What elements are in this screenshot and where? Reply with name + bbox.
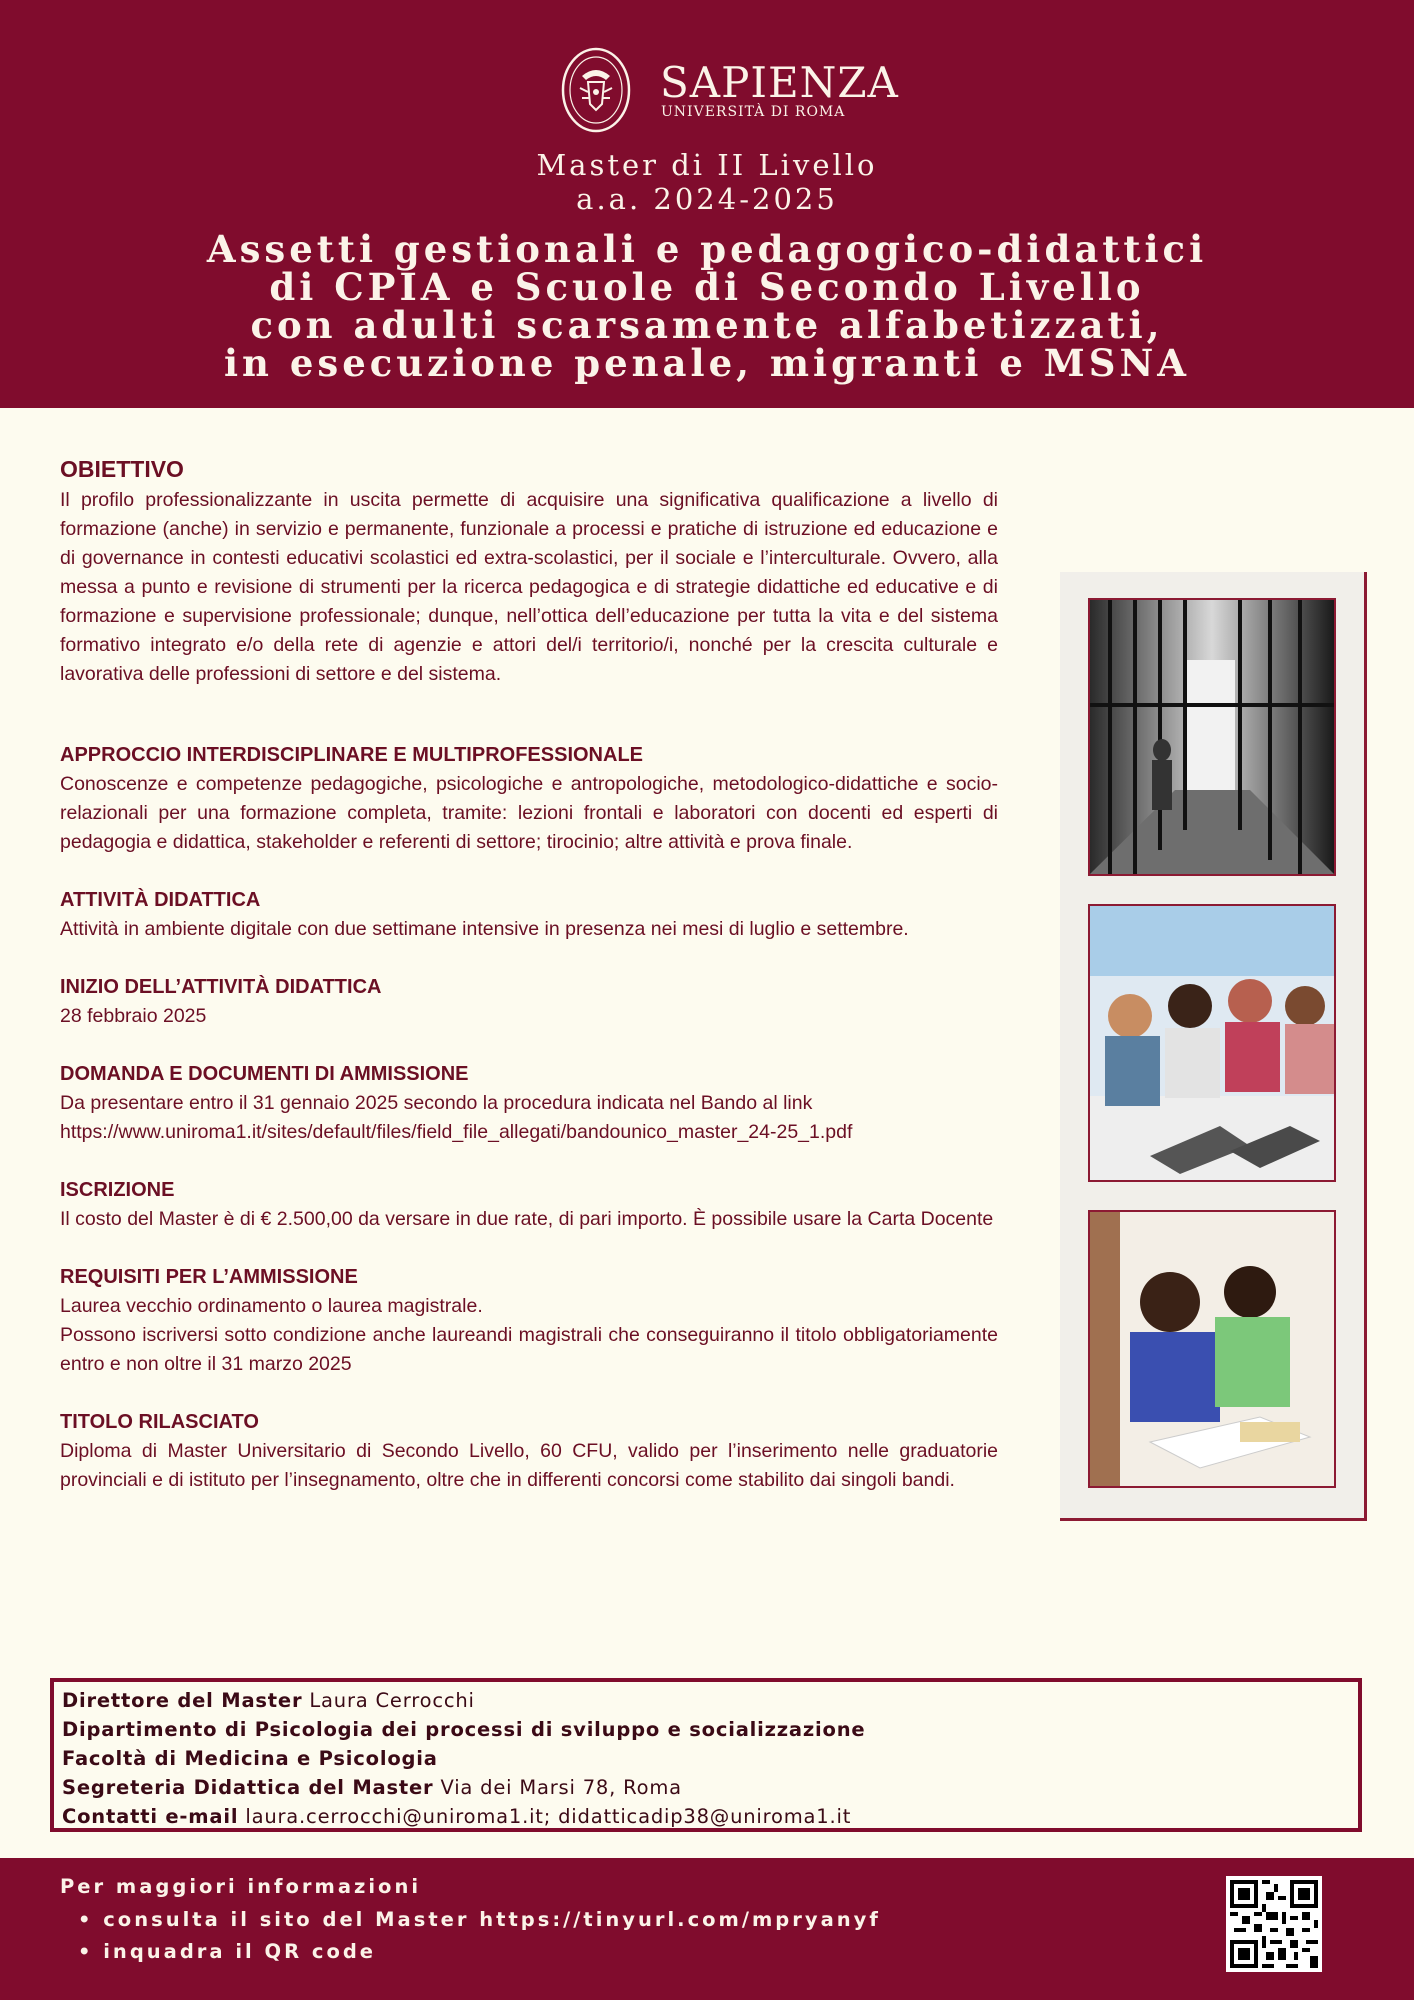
section-text: Laurea vecchio ordinamento o laurea magistrale. [60, 1295, 483, 1317]
section-titolo [60, 1408, 998, 1495]
director-label: Direttore del Master [62, 1689, 303, 1712]
section-text: Il profilo professionalizzante in uscita permette di acquisire una significativa qualificazione a livello di formazione (anche) in servizio e permanente, funzionale a processi e pratiche di istruzione ed educazione e di governance in contesti educativi scolastici ed extra-scolastici, per il sociale e l’interculturale. Ovvero, alla messa a punto e revisione di strumenti per la ricerca pedagogica e di strategie didattiche ed educative e di formazione e supervisione professionale; dunque, nell’ottica dell’educazione per tutta la vita e del sistema formativo integrato e/o della rete di agenzie e attori del/i territorio/i, nonché per la crescita culturale e lavorativa delle professioni di settore e del sistema. [60, 489, 998, 685]
section-text: 28 febbraio 2025 [60, 1005, 207, 1027]
section-obiettivo [60, 452, 998, 689]
section-text: Il costo del Master è di € 2.500,00 da versare in due rate, di pari importo. È possibile usare la Carta Docente [60, 1208, 994, 1230]
section-requisiti [60, 1263, 998, 1379]
secretary-address: Via dei Marsi 78, Roma [440, 1776, 682, 1799]
director-line [62, 1686, 1358, 1715]
students-studying-photo [1088, 1210, 1336, 1488]
director-name: Laura Cerrocchi [309, 1689, 475, 1712]
section-inizio [60, 973, 998, 1031]
header-banner [0, 0, 1414, 408]
photo-panel [1060, 572, 1367, 1521]
master-level [0, 148, 1414, 216]
department-name: Dipartimento di Psicologia dei processi di sviluppo e socializzazione [62, 1718, 866, 1741]
academic-year: a.a. 2024-2025 [576, 182, 838, 216]
title-line: di CPIA e Scuole di Secondo Livello [269, 265, 1145, 309]
students-laptops-photo [1088, 904, 1336, 1182]
master-title [0, 227, 1414, 385]
section-text: Possono iscriversi sotto condizione anche laureandi magistrali che conseguiranno il titolo obbligatoriamente entro e non oltre il 31 marzo 2025 [60, 1324, 998, 1375]
section-domanda [60, 1060, 998, 1147]
section-heading: DOMANDA E DOCUMENTI DI AMMISSIONE [60, 1063, 469, 1085]
section-heading: ATTIVITÀ DIDATTICA [60, 889, 261, 911]
bando-link[interactable]: https://www.uniroma1.it/sites/default/files/field_file_allegati/bandounico_master_24-25_1.pdf [60, 1121, 853, 1143]
section-text: Da presentare entro il 31 gennaio 2025 secondo la procedura indicata nel Bando al link [60, 1092, 813, 1114]
footer-website-item[interactable]: • consulta il sito del Master https://tinyurl.com/mpryanyf [78, 1908, 881, 1931]
footer-qr-item: • inquadra il QR code [78, 1940, 377, 1963]
master-level-label: Master di II Livello [536, 148, 878, 182]
main-content [60, 452, 998, 1495]
sapienza-seal-icon [560, 46, 632, 134]
section-heading: ISCRIZIONE [60, 1179, 175, 1201]
section-approccio [60, 741, 998, 857]
section-text: Diploma di Master Universitario di Secondo Livello, 60 CFU, valido per l’inserimento nelle graduatorie provinciali e di istituto per l’insegnamento, oltre che in differenti concorsi come stabilito dai singoli bandi. [60, 1440, 998, 1491]
footer-title: Per maggiori informazioni [60, 1875, 422, 1898]
section-text: Conoscenze e competenze pedagogiche, psicologiche e antropologiche, metodologico-didattiche e socio-relazionali per una formazione completa, tramite: lezioni frontali e laboratori con docenti ed esperti di pedagogia e didattica, stakeholder e referenti di settore; tirocinio; altre attività e prova finale. [60, 773, 998, 853]
title-line: in esecuzione penale, migranti e MSNA [224, 341, 1190, 385]
faculty-name: Facoltà di Medicina e Psicologia [62, 1747, 438, 1770]
section-text: Attività in ambiente digitale con due settimane intensive in presenza nei mesi di luglio e settembre. [60, 918, 909, 940]
section-attivita [60, 886, 998, 944]
qr-code-icon[interactable] [1226, 1876, 1322, 1972]
section-heading: TITOLO RILASCIATO [60, 1411, 259, 1433]
secretary-label: Segreteria Didattica del Master [62, 1776, 434, 1799]
email-label: Contatti e-mail [62, 1805, 239, 1828]
section-iscrizione [60, 1176, 998, 1234]
title-line: Assetti gestionali e pedagogico-didattici [206, 227, 1208, 271]
logo-wordmark: SAPIENZA [660, 58, 899, 107]
secretary-line [62, 1773, 1358, 1802]
section-heading: INIZIO DELL’ATTIVITÀ DIDATTICA [60, 976, 382, 998]
email-addresses[interactable]: laura.cerrocchi@uniroma1.it; didatticadip38@uniroma1.it [245, 1805, 852, 1828]
contact-info-box [50, 1678, 1362, 1832]
section-heading: REQUISITI PER L’AMMISSIONE [60, 1266, 358, 1288]
section-heading: APPROCCIO INTERDISCIPLINARE E MULTIPROFESSIONALE [60, 744, 643, 766]
email-line [62, 1802, 1358, 1831]
prison-corridor-photo [1088, 598, 1336, 876]
department-line [62, 1715, 1358, 1744]
title-line: con adulti scarsamente alfabetizzati, [250, 303, 1164, 347]
logo-subtitle: UNIVERSITÀ DI ROMA [661, 104, 846, 120]
faculty-line [62, 1744, 1358, 1773]
section-heading: OBIETTIVO [60, 456, 184, 482]
footer-banner [0, 1858, 1414, 2000]
sapienza-logo[interactable] [560, 46, 899, 136]
